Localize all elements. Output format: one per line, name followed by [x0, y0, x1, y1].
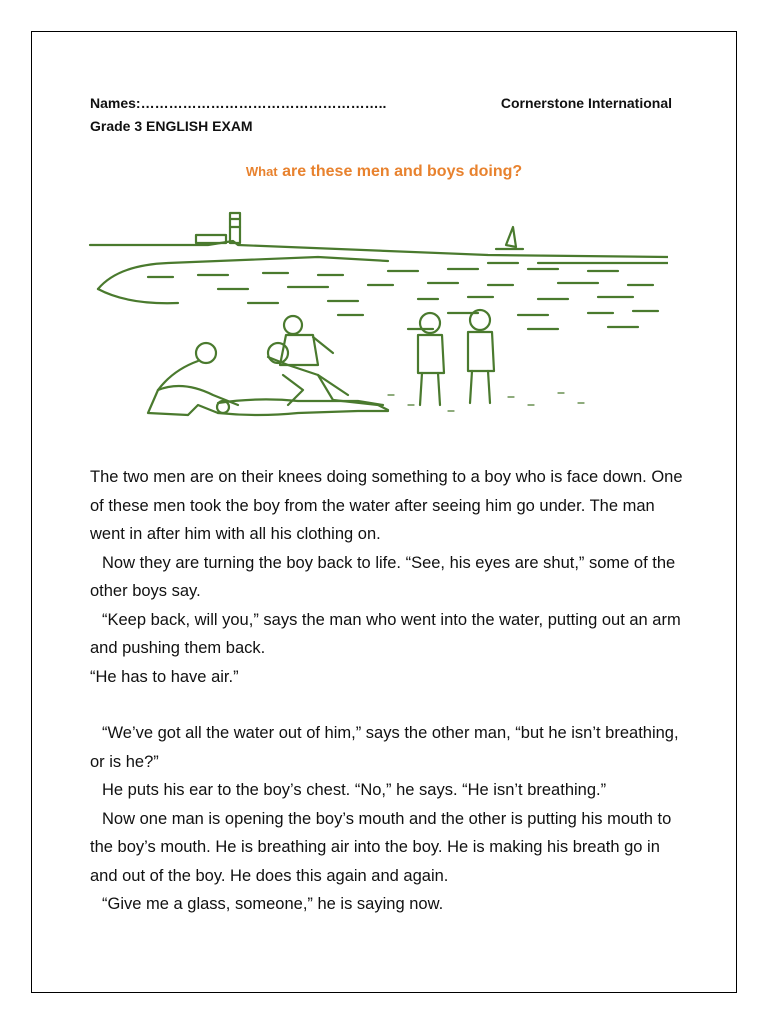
beach-rescue-illustration-icon [88, 205, 668, 435]
story-paragraph: “Keep back, will you,” says the man who went into the water, putting out an arm and pushing them back. [90, 610, 681, 657]
school-name: Cornerstone International [500, 95, 672, 111]
question-first-word: What [245, 164, 278, 179]
story-paragraph: The two men are on their knees doing something to a boy who is face down. One of these men took the boy from the water after seeing him go under. The man went in after him with all his clothing on. [90, 468, 683, 543]
question-rest: are these men and boys doing? [277, 163, 523, 180]
story-paragraph: Now one man is opening the boy’s mouth and the other is putting his mouth to the boy’s mouth. He is breathing air into the boy. He is making his breath go in and out of the boy. He does this again and again. [90, 809, 672, 885]
story-paragraph: Now they are turning the boy back to life. “See, his eyes are shut,” some of the other boys say. [90, 553, 676, 600]
story-paragraph: “We’ve got all the water out of him,” says the other man, “but he isn’t breathing, or is he?” [90, 724, 679, 771]
story-paragraph: “Give me a glass, someone,” he is saying now. [102, 895, 444, 913]
story-paragraph: He puts his ear to the boy’s chest. “No,” he says. “He isn’t breathing.” [102, 781, 607, 799]
names-field-label: Names:…………………………………………….. [90, 95, 387, 111]
question-heading [0, 163, 768, 181]
story-text [90, 463, 690, 919]
story-paragraph: “He has to have air.” [90, 667, 239, 686]
exam-title: Grade 3 ENGLISH EXAM [90, 118, 253, 134]
